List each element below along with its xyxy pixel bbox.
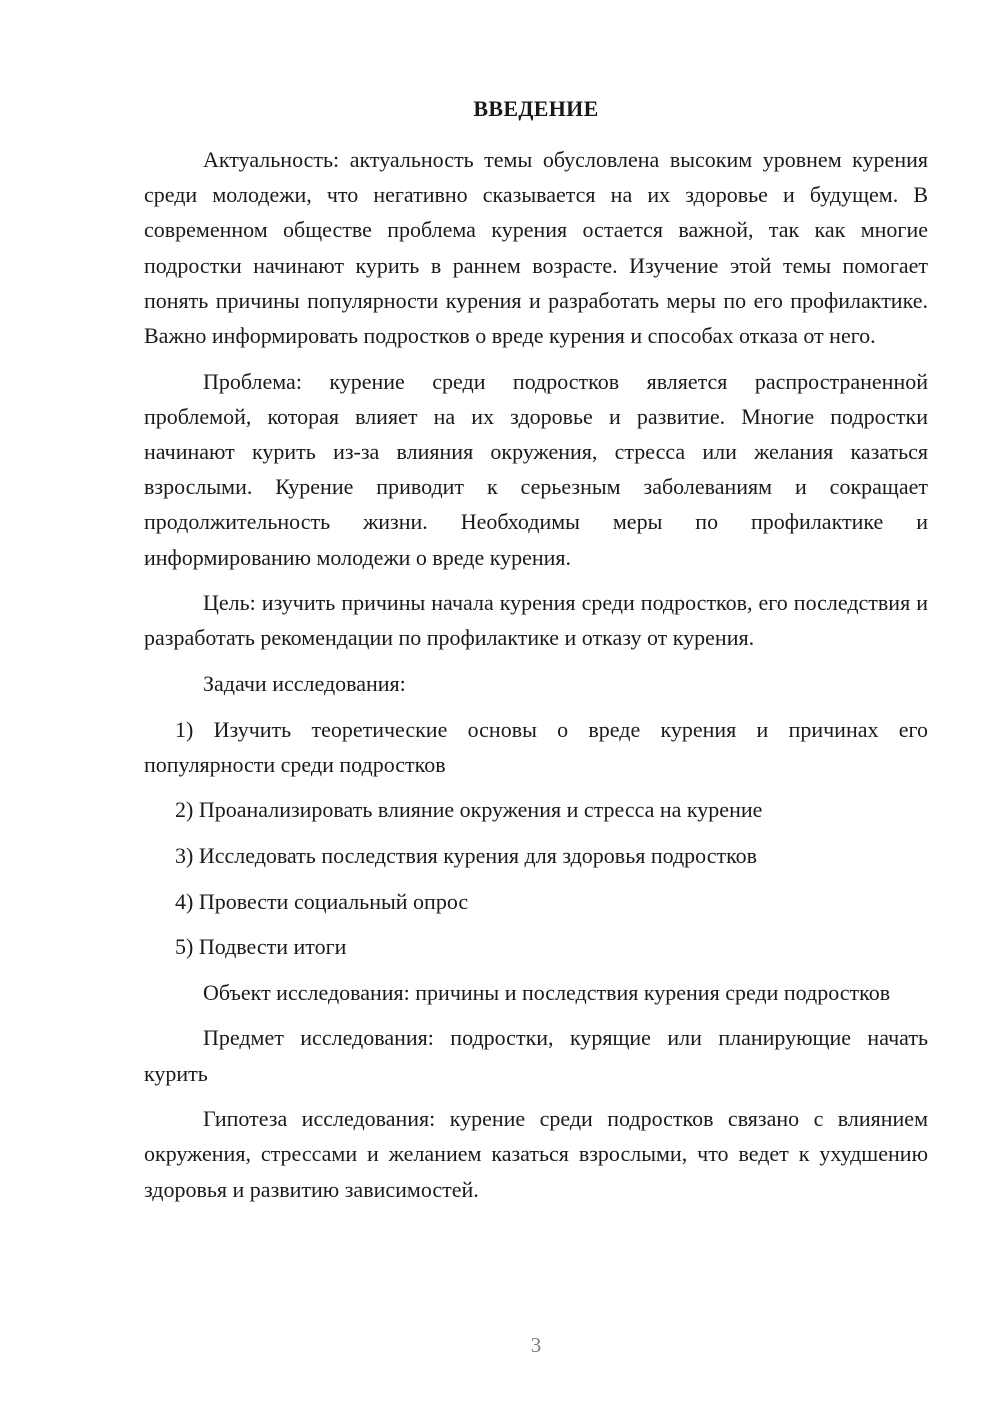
- paragraph-object: Объект исследования: причины и последствия курения среди подростков: [203, 979, 891, 1005]
- paragraph-relevance: Актуальность: актуальность темы обусловлена высоким уровнем курения среди молодежи, что негативно сказывается на их здоровье и будущем. В современном обществе проблема курения остается важной, так как многие подростки начинают курить в раннем возрасте. Изучение этой темы помогает понять причины популярности курения и разработать меры по его профилактике. Важно информировать подростков о вреде курения и способах отказа от него.: [144, 147, 928, 349]
- page-title: ВВЕДЕНИЕ: [473, 96, 599, 121]
- document-body: [144, 142, 928, 1217]
- task-item-3: 3) Исследовать последствия курения для здоровья подростков: [175, 843, 758, 868]
- task-item-1: 1) Изучить теоретические основы о вреде курения и причинах его популярности среди подростков: [144, 716, 928, 777]
- task-item-2: 2) Проанализировать влияние окружения и стресса на курение: [175, 797, 763, 823]
- paragraph-subject: Предмет исследования: подростки, курящие или планирующие начать курить: [144, 1025, 928, 1086]
- tasks-heading: Задачи исследования:: [203, 671, 406, 697]
- task-item-4: 4) Провести социальный опрос: [175, 888, 469, 914]
- paragraph-goal: Цель: изучить причины начала курения среди подростков, его последствия и разработать рекомендации по профилактике и отказу от курения.: [144, 590, 928, 651]
- page-number: 3: [530, 1333, 542, 1357]
- paragraph-problem: Проблема: курение среди подростков является распространенной проблемой, которая влияет на их здоровье и развитие. Многие подростки начинают курить из-за влияния окружения, стресса или желания казаться взрослыми. Курение приводит к серьезным заболеваниям и сокращает продолжительность жизни. Необходимы меры по профилактике и информированию молодежи о вреде курения.: [144, 368, 928, 570]
- task-item-5: 5) Подвести итоги: [175, 934, 347, 960]
- paragraph-hypothesis: Гипотеза исследования: курение среди подростков связано с влиянием окружения, стрессами и желанием казаться взрослыми, что ведет к ухудшению здоровья и развитию зависимостей.: [144, 1106, 928, 1202]
